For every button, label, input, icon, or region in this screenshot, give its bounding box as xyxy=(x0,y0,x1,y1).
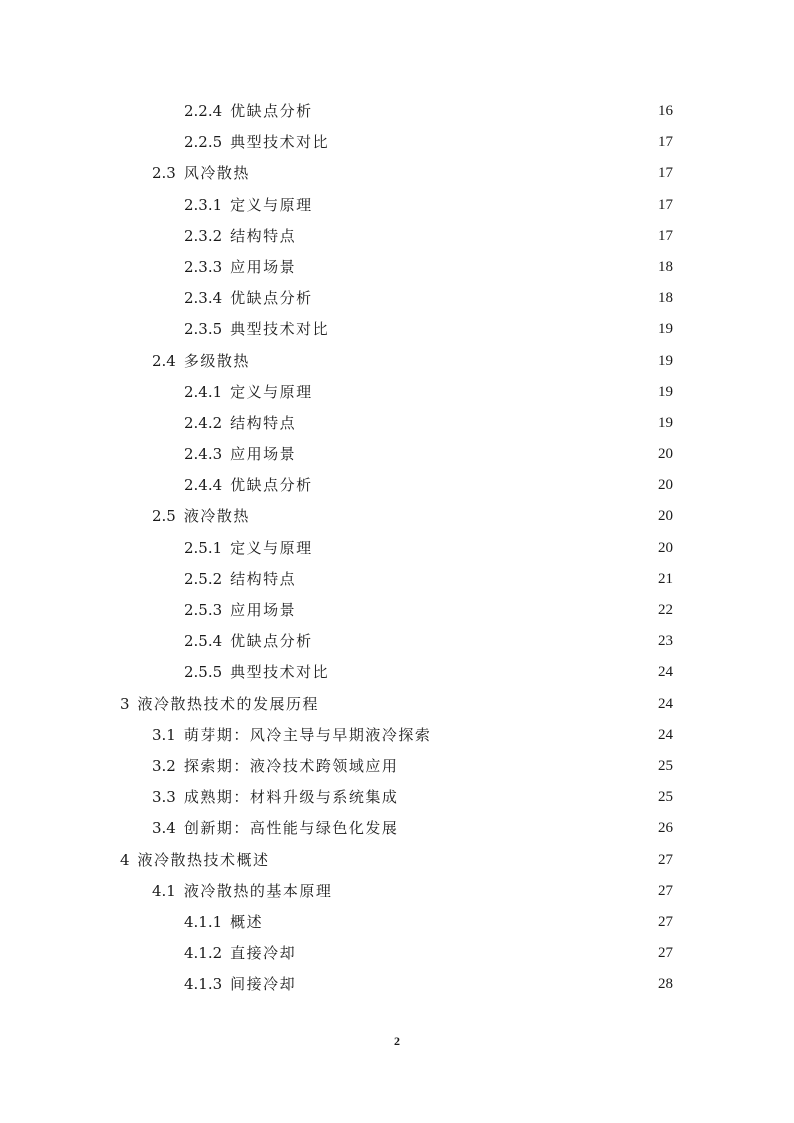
toc-entry-page: 17 xyxy=(658,165,673,182)
toc-entry-page: 18 xyxy=(658,290,673,307)
toc-entry[interactable] xyxy=(0,158,794,189)
toc-entry-label xyxy=(184,907,263,938)
toc-entry[interactable] xyxy=(0,314,794,345)
toc-entry-number: 2.4.1 xyxy=(184,382,223,401)
toc-entry-number: 3 xyxy=(120,694,130,713)
toc-entry-label xyxy=(184,283,313,314)
toc-entry-number: 2.3.5 xyxy=(184,320,223,339)
toc-entry-title: 萌芽期：风冷主导与早期液冷探索 xyxy=(183,725,432,744)
toc-entry-label xyxy=(184,221,296,252)
toc-entry-number: 4.1.1 xyxy=(184,912,223,931)
toc-entry[interactable] xyxy=(0,907,794,938)
toc-entry-page: 19 xyxy=(658,352,673,369)
toc-entry-page: 27 xyxy=(658,882,673,899)
toc-entry-page: 24 xyxy=(658,664,673,681)
toc-entry-label xyxy=(184,533,313,564)
toc-entry-number: 2.4.4 xyxy=(184,476,223,495)
toc-entry-number: 2.2.5 xyxy=(184,133,223,152)
toc-entry-number: 3.4 xyxy=(152,819,176,838)
toc-entry-label xyxy=(152,158,250,189)
toc-entry-title: 优缺点分析 xyxy=(230,632,313,651)
toc-entry-title: 结构特点 xyxy=(230,226,297,245)
toc-entry-page: 27 xyxy=(658,851,673,868)
toc-entry-label xyxy=(184,564,296,595)
toc-entry-page: 16 xyxy=(658,103,673,119)
toc-entry-label xyxy=(120,689,319,720)
toc-entry[interactable] xyxy=(0,346,794,377)
toc-entry[interactable] xyxy=(0,876,794,907)
toc-entry-page: 24 xyxy=(658,726,673,743)
toc-entry-number: 4.1 xyxy=(152,881,176,900)
toc-entry-number: 2.3 xyxy=(152,164,176,183)
toc-entry-title: 风冷散热 xyxy=(183,164,250,183)
toc-entry-page: 27 xyxy=(658,945,673,962)
toc-entry[interactable] xyxy=(0,782,794,813)
table-of-contents xyxy=(0,96,794,1000)
page-number: 2 xyxy=(394,1034,400,1048)
toc-entry[interactable] xyxy=(0,377,794,408)
toc-entry-number: 2.5.2 xyxy=(184,569,223,588)
toc-entry-title: 定义与原理 xyxy=(230,538,313,557)
toc-entry-label xyxy=(184,127,329,158)
toc-entry-title: 液冷散热 xyxy=(183,507,250,526)
toc-entry[interactable] xyxy=(0,221,794,252)
toc-entry[interactable] xyxy=(0,595,794,626)
toc-entry-page: 24 xyxy=(658,695,673,712)
toc-entry-title: 应用场景 xyxy=(230,601,297,619)
toc-entry[interactable] xyxy=(0,626,794,657)
toc-entry-label xyxy=(184,252,296,283)
toc-entry-number: 2.4.2 xyxy=(184,413,223,432)
toc-entry-label xyxy=(184,938,296,969)
toc-entry-page: 20 xyxy=(658,446,673,463)
toc-entry-page: 20 xyxy=(658,477,673,494)
toc-entry-page: 26 xyxy=(658,820,673,837)
toc-entry-number: 2.3.3 xyxy=(184,257,223,276)
toc-entry-title: 探索期：液冷技术跨领域应用 xyxy=(183,756,399,775)
toc-entry-label xyxy=(120,845,270,876)
toc-entry-title: 多级散热 xyxy=(183,351,250,370)
toc-entry[interactable] xyxy=(0,751,794,782)
toc-entry[interactable] xyxy=(0,96,794,127)
toc-entry-label xyxy=(184,626,313,657)
toc-entry-title: 概述 xyxy=(230,912,264,931)
toc-entry-number: 3.3 xyxy=(152,788,176,807)
toc-entry-title: 定义与原理 xyxy=(230,382,313,401)
toc-entry-title: 应用场景 xyxy=(230,257,297,276)
toc-entry-label xyxy=(184,969,296,1000)
toc-entry-title: 典型技术对比 xyxy=(230,133,330,152)
toc-entry-title: 应用场景 xyxy=(230,445,297,464)
toc-entry-page: 25 xyxy=(658,789,673,806)
toc-entry-number: 2.4 xyxy=(152,351,176,370)
toc-entry[interactable] xyxy=(0,283,794,314)
toc-entry-page: 28 xyxy=(658,976,673,993)
toc-entry-number: 3.1 xyxy=(152,725,176,744)
toc-entry-title: 典型技术对比 xyxy=(230,320,330,339)
toc-entry-label xyxy=(152,720,431,751)
toc-entry[interactable] xyxy=(0,533,794,564)
toc-entry-page: 17 xyxy=(658,227,673,244)
toc-entry-page: 19 xyxy=(658,321,673,338)
toc-entry-page: 27 xyxy=(658,913,673,930)
toc-entry-label xyxy=(184,408,296,439)
toc-entry-number: 3.2 xyxy=(152,756,176,775)
toc-entry-title: 优缺点分析 xyxy=(230,289,313,308)
toc-entry[interactable] xyxy=(0,564,794,595)
toc-entry-number: 2.3.2 xyxy=(184,226,223,245)
toc-entry-number: 2.5.5 xyxy=(184,663,223,682)
toc-entry[interactable] xyxy=(0,689,794,720)
toc-entry-number: 2.3.4 xyxy=(184,289,223,308)
toc-entry-label xyxy=(184,190,313,221)
toc-entry[interactable] xyxy=(0,845,794,876)
toc-entry-page: 20 xyxy=(658,508,673,525)
toc-entry-title: 液冷散热技术的发展历程 xyxy=(137,694,320,713)
toc-entry-title: 间接冷却 xyxy=(230,975,297,994)
toc-entry-page: 17 xyxy=(658,134,673,151)
toc-entry-page: 19 xyxy=(658,383,673,400)
toc-entry-label xyxy=(184,470,313,501)
toc-entry-title: 典型技术对比 xyxy=(230,663,330,682)
toc-entry-number: 2.5.3 xyxy=(184,601,223,619)
toc-entry-label xyxy=(184,96,313,127)
toc-entry-page: 22 xyxy=(658,602,673,618)
toc-entry-title: 直接冷却 xyxy=(230,944,297,963)
toc-entry-label xyxy=(184,595,296,626)
toc-entry[interactable] xyxy=(0,813,794,844)
toc-entry-page: 21 xyxy=(658,570,673,587)
toc-entry-number: 4.1.3 xyxy=(184,975,223,994)
toc-entry-number: 4.1.2 xyxy=(184,944,223,963)
toc-entry-title: 创新期：高性能与绿色化发展 xyxy=(183,819,399,838)
toc-entry-number: 2.5.4 xyxy=(184,632,223,651)
toc-entry-number: 2.2.4 xyxy=(184,102,223,120)
toc-entry-label xyxy=(152,782,398,813)
toc-entry-title: 结构特点 xyxy=(230,413,297,432)
toc-entry-label xyxy=(184,657,329,688)
toc-entry-title: 成熟期：材料升级与系统集成 xyxy=(183,788,399,807)
toc-entry-page: 20 xyxy=(658,539,673,556)
toc-entry-label xyxy=(152,876,332,907)
toc-entry[interactable] xyxy=(0,439,794,470)
toc-entry-page: 23 xyxy=(658,633,673,650)
toc-entry-number: 2.3.1 xyxy=(184,195,223,214)
toc-entry[interactable] xyxy=(0,969,794,1000)
toc-entry[interactable] xyxy=(0,252,794,283)
toc-entry[interactable] xyxy=(0,657,794,688)
toc-entry-page: 18 xyxy=(658,258,673,275)
toc-entry-label xyxy=(152,346,250,377)
toc-entry-title: 液冷散热技术概述 xyxy=(137,850,270,869)
toc-entry-title: 液冷散热的基本原理 xyxy=(183,881,333,900)
toc-entry-label xyxy=(152,501,250,532)
toc-entry-label xyxy=(184,439,296,470)
toc-entry-label xyxy=(184,377,313,408)
toc-entry-page: 25 xyxy=(658,757,673,774)
toc-entry[interactable] xyxy=(0,127,794,158)
toc-entry-number: 4 xyxy=(120,850,130,869)
toc-entry-title: 结构特点 xyxy=(230,569,297,588)
toc-entry-number: 2.5.1 xyxy=(184,538,223,557)
toc-entry-page: 17 xyxy=(658,196,673,213)
toc-entry[interactable] xyxy=(0,501,794,532)
toc-entry[interactable] xyxy=(0,408,794,439)
toc-entry-number: 2.5 xyxy=(152,507,176,526)
toc-entry[interactable] xyxy=(0,470,794,501)
toc-entry-label xyxy=(184,314,329,345)
toc-entry[interactable] xyxy=(0,720,794,751)
toc-entry[interactable] xyxy=(0,190,794,221)
toc-entry-title: 优缺点分析 xyxy=(230,476,313,495)
toc-entry-number: 2.4.3 xyxy=(184,445,223,464)
toc-entry-label xyxy=(152,751,398,782)
toc-entry-title: 优缺点分析 xyxy=(230,102,313,120)
toc-entry-page: 19 xyxy=(658,414,673,431)
toc-entry[interactable] xyxy=(0,938,794,969)
toc-entry-title: 定义与原理 xyxy=(230,195,313,214)
toc-entry-label xyxy=(152,813,398,844)
